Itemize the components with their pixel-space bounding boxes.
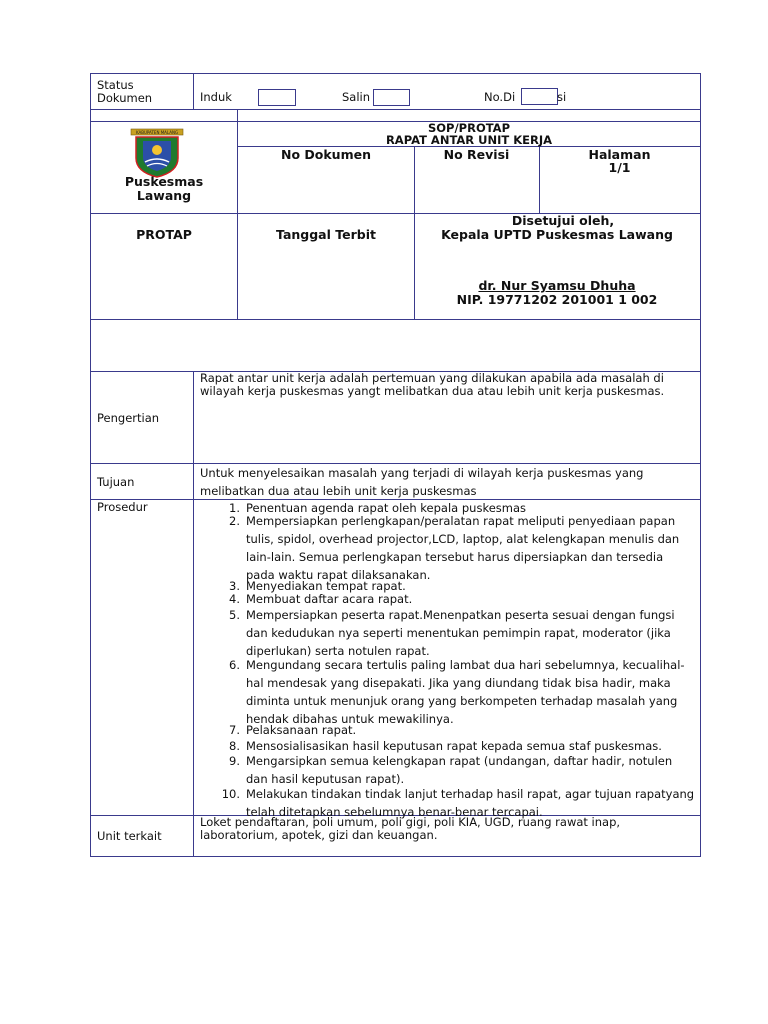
org-name-line1: Puskesmas [124,174,204,189]
border-bottom [90,856,701,857]
doc-type-title: SOP/PROTAP [427,121,511,135]
halaman-header: Halaman [588,147,651,162]
unit-terkait-label: Unit terkait [97,829,162,843]
row-divider [90,319,701,320]
list-item: 1. Penentuan agenda rapat oleh kepala puskesmas [229,501,526,515]
puskesmas-logo [130,128,184,178]
halaman-value: 1/1 [608,160,631,175]
signer-name: dr. Nur Syamsu Dhuha [478,278,636,293]
list-item: 9. Mengarsipkan semua kelengkapan rapat (undangan, daftar hadir, notulen dan hasil keputusan rapat). [229,754,673,786]
col-divider [193,371,194,857]
induk-checkbox[interactable] [258,89,296,106]
salinan-label: Salin [342,90,371,104]
list-item: 3. Menyediakan tempat rapat. [229,579,406,593]
border-left [90,73,91,857]
prosedur-label: Prosedur [97,500,148,514]
row-divider [90,109,701,110]
list-item: 8. Mensosialisasikan hasil keputusan rapat kepada semua staf puskesmas. [229,739,662,753]
col-divider [193,73,194,110]
induk-label: Induk [200,90,232,104]
tujuan-text: Untuk menyelesaikan masalah yang terjadi di wilayah kerja puskesmas yang melibatkan dua atau lebih unit kerja puskesmas [200,466,644,498]
no-dokumen-header: No Dokumen [281,147,371,162]
border-right [700,73,701,857]
no-distribusi-label-tail: si [557,90,567,104]
salinan-checkbox[interactable] [373,89,410,106]
list-item: 5. Mempersiapkan peserta rapat.Menenpatkan peserta sesuai dengan fungsi dan kedudukan nya seperti menentukan pemimpin rapat, moderator (jika diperlukan) serta notulen rapat. [229,608,675,658]
no-distribusi-label: No.Di [484,90,516,104]
list-item: 2. Mempersiapkan perlengkapan/peralatan rapat meliputi penyediaan papan tulis, spidol, overhead projector,LCD, laptop, alat kelengkapan menulis dan lain-lain. Semua perlengkapan tersebut harus dipersiapkan dan tersedia pada waktu rapat dilaksanakan. [229,514,680,582]
border-top [90,73,701,74]
kepala-label: Kepala UPTD Puskesmas Lawang [441,227,673,242]
unit-terkait-text: Loket pendaftaran, poli umum, poli gigi, poli KIA, UGD, ruang rawat inap, laboratorium, apotek, gizi dan keuangan. [200,815,621,842]
logo-text: KABUPATEN MALANG [135,130,179,135]
no-distribusi-checkbox[interactable] [521,88,558,105]
tanggal-terbit-label: Tanggal Terbit [276,227,376,242]
pengertian-label: Pengertian [97,411,160,425]
disetujui-label: Disetujui oleh, [511,213,615,228]
list-item: 4. Membuat daftar acara rapat. [229,592,413,606]
protap-label: PROTAP [136,227,192,242]
signer-nip: NIP. 19771202 201001 1 002 [456,292,658,307]
org-name-line2: Lawang [136,188,192,203]
tujuan-label: Tujuan [97,475,135,489]
list-item: 7. Pelaksanaan rapat. [229,723,357,737]
no-revisi-header: No Revisi [443,147,510,162]
list-item: 10. Melakukan tindakan tindak lanjut terhadap hasil rapat, agar tujuan rapatyang telah ditetapkan sebelumnya benar-benar tercapai. [221,787,695,819]
status-dokumen-label: Status Dokumen [97,78,153,106]
pengertian-text: Rapat antar unit kerja adalah pertemuan yang dilakukan apabila ada masalah di wilayah kerja puskesmas yangt melibatkan dua atau lebih unit kerja puskesmas. [200,371,665,398]
prosedur-list [200,502,695,821]
list-item: 6. Mengundang secara tertulis paling lambat dua hari sebelumnya, kecualihal-hal mendesak yang disepakati. Jika yang diundang tidak bisa hadir, maka diminta untuk menunjuk orang yang berkompeten terhadap masalah yang hendak dibahas untuk mewakilinya. [229,658,685,726]
doc-subject-title: RAPAT ANTAR UNIT KERJA [385,133,553,147]
